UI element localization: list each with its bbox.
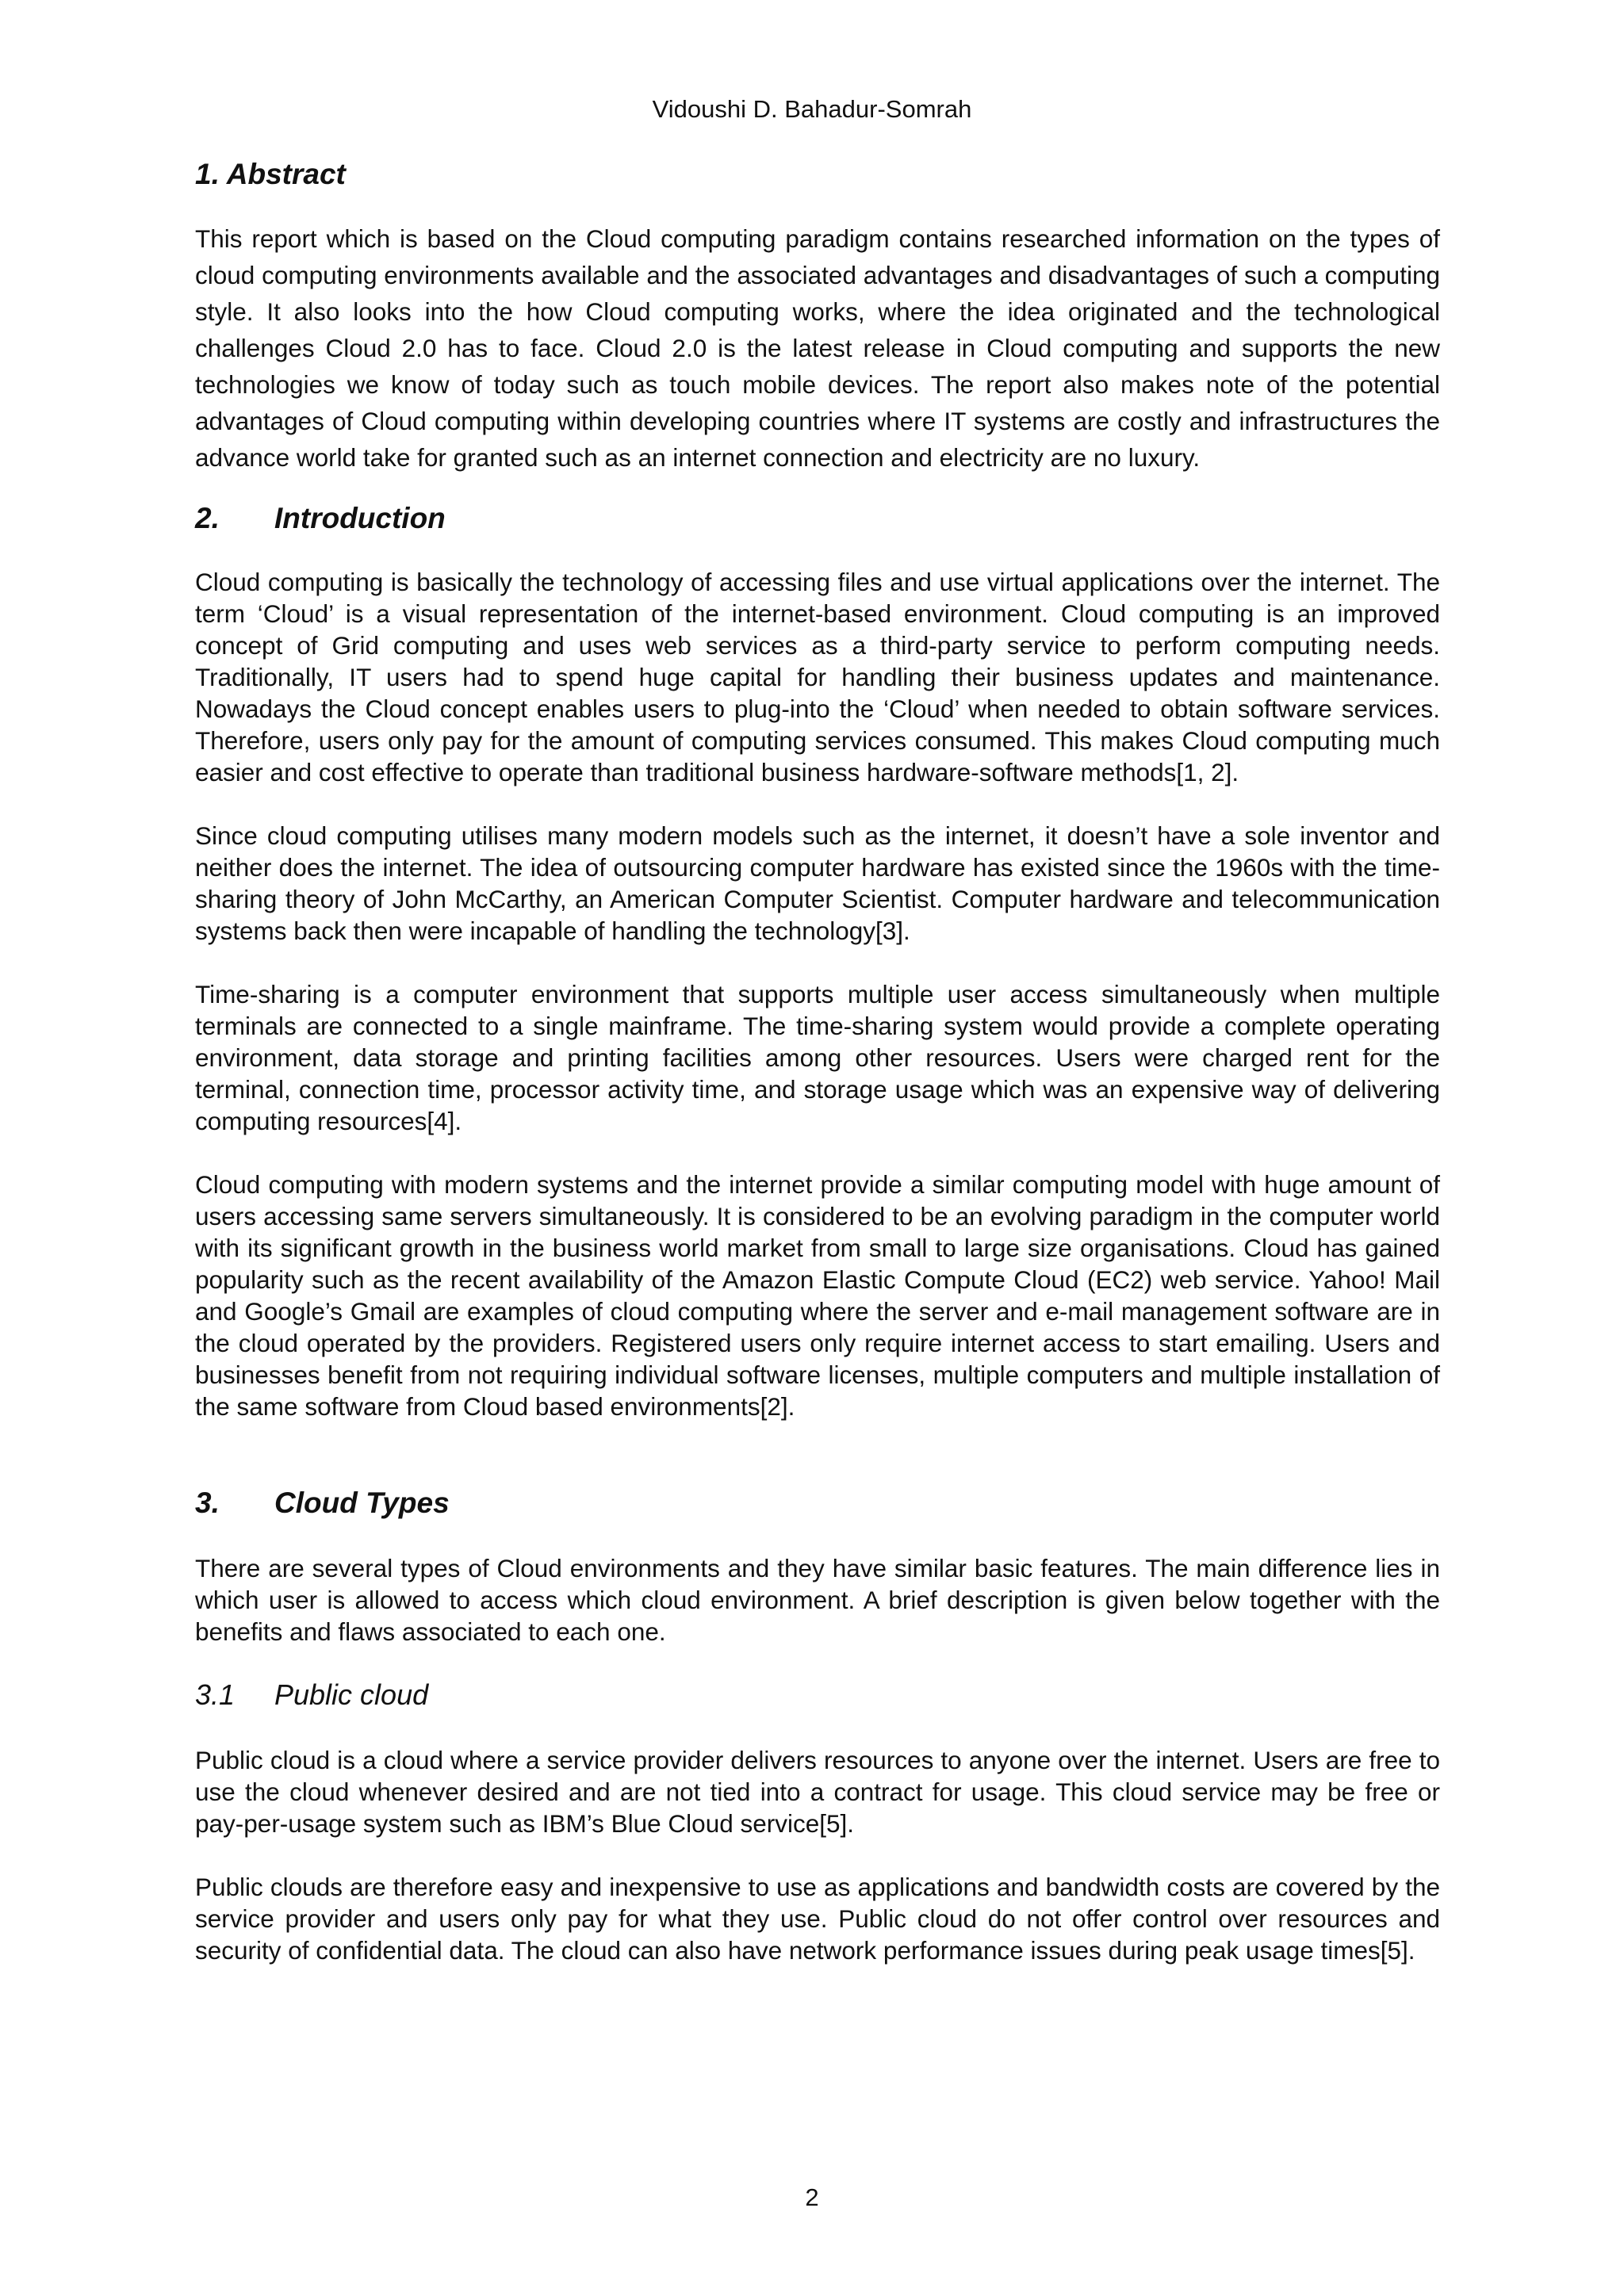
introduction-heading — [195, 499, 1440, 538]
public-cloud-paragraph-2: Public clouds are therefore easy and inexpensive to use as applications and bandwidth costs are covered by the service provider and users only pay for what they use. Public cloud do not offer control over resources and security of confidential data. The cloud can also have network performance issues during peak usage times[5]. — [195, 1873, 1440, 1965]
public-cloud-paragraph-1: Public cloud is a cloud where a service provider delivers resources to anyone over the internet. Users are free to use the cloud whenever desired and are not tied into a contract for usage. This cloud service may be free or pay-per-usage system such as IBM’s Blue Cloud service[5]. — [195, 1746, 1440, 1838]
abstract-paragraph: This report which is based on the Cloud computing paradigm contains researched information on the types of cloud computing environments available and the associated advantages and disadvantages of such a computing style. It also looks into the how Cloud computing works, where the idea originated and the technological challenges Cloud 2.0 has to face. Cloud 2.0 is the latest release in Cloud computing and supports the new technologies we know of today such as touch mobile devices. The report also makes note of the potential advantages of Cloud computing within developing countries where IT systems are costly and infrastructures the advance world take for granted such as an internet connection and electricity are no luxury. — [195, 224, 1440, 472]
cloud-types-heading — [195, 1484, 1440, 1522]
introduction-paragraph-2: Since cloud computing utilises many modern models such as the internet, it doesn’t have a sole inventor and neither does the internet. The idea of outsourcing computer hardware has existed since the 1960s with the time-sharing theory of John McCarthy, an American Computer Scientist. Computer hardware and telecommunication systems back then were incapable of handling the technology[3]. — [195, 821, 1440, 945]
public-cloud-title: Public cloud — [274, 1678, 429, 1711]
introduction-number: 2. — [195, 502, 220, 534]
page-content — [195, 155, 1440, 1966]
public-cloud-heading — [195, 1676, 1440, 1714]
introduction-paragraph-1: Cloud computing is basically the technology of accessing files and use virtual applications over the internet. The term ‘Cloud’ is a visual representation of the internet-based environment. Cloud computing is an improved concept of Grid computing and uses web services as a third-party service to perform computing needs. Traditionally, IT users had to spend huge capital for handling their business updates and maintenance. Nowadays the Cloud concept enables users to plug-into the ‘Cloud’ when needed to obtain software services. Therefore, users only pay for the amount of computing services consumed. This makes Cloud computing much easier and cost effective to operate than traditional business hardware-software methods[1, 2]. — [195, 568, 1440, 786]
cloud-types-paragraph: There are several types of Cloud environments and they have similar basic features. The main difference lies in which user is allowed to access which cloud environment. A brief description is given below together with the benefits and flaws associated to each one. — [195, 1554, 1440, 1646]
page-number: 2 — [805, 2183, 819, 2211]
introduction-paragraph-3: Time-sharing is a computer environment that supports multiple user access simultaneously when multiple terminals are connected to a single mainframe. The time-sharing system would provide a complete operating environment, data storage and printing facilities among other resources. Users were charged rent for the terminal, connection time, processor activity time, and storage usage which was an expensive way of delivering computing resources[4]. — [195, 980, 1440, 1135]
abstract-heading: 1. Abstract — [195, 158, 346, 190]
running-header-author: Vidoushi D. Bahadur-Somrah — [652, 95, 972, 123]
introduction-paragraph-4: Cloud computing with modern systems and the internet provide a similar computing model with huge amount of users accessing same servers simultaneously. It is considered to be an evolving paradigm in the computer world with its significant growth in the business world market from small to large size organisations. Cloud has gained popularity such as the recent availability of the Amazon Elastic Compute Cloud (EC2) web service. Yahoo! Mail and Google’s Gmail are examples of cloud computing where the server and e-mail management software are in the cloud operated by the providers. Registered users only require internet access to start emailing. Users and businesses benefit from not requiring individual software licenses, multiple computers and multiple installation of the same software from Cloud based environments[2]. — [195, 1170, 1440, 1421]
introduction-title: Introduction — [274, 502, 446, 534]
cloud-types-title: Cloud Types — [274, 1487, 450, 1519]
public-cloud-number: 3.1 — [195, 1678, 236, 1711]
cloud-types-number: 3. — [195, 1487, 220, 1519]
